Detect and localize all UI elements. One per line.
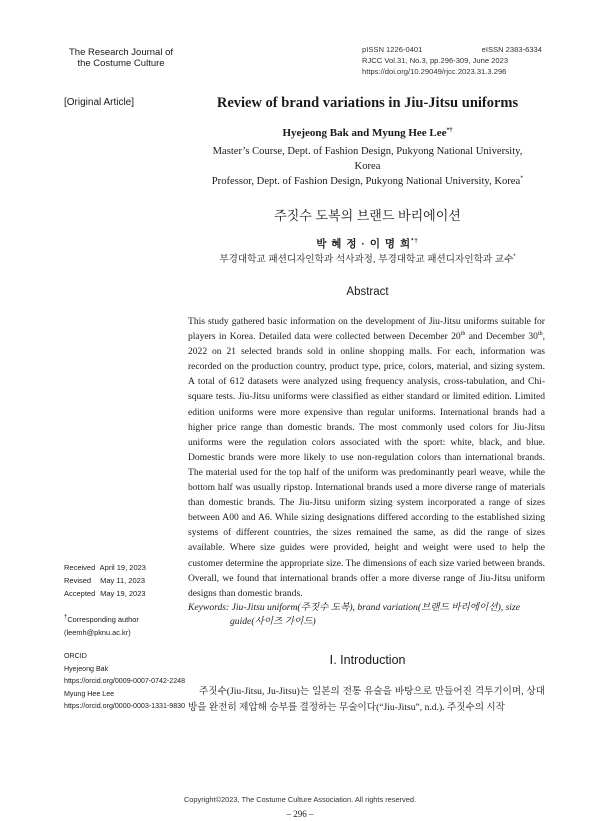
orcid-name-2: Myung Hee Lee	[64, 689, 115, 698]
eissn: eISSN 2383-6334	[481, 45, 542, 54]
corresponding-label-line	[64, 614, 139, 627]
affiliation-korean	[190, 251, 545, 265]
abstract-sup1: th	[460, 330, 466, 337]
affiliation-second-text: Professor, Dept. of Fashion Design, Pukyong National University, Korea	[211, 176, 521, 187]
authors	[190, 127, 545, 139]
issn-block	[362, 44, 542, 77]
journal-name-line2: the Costume Culture	[77, 58, 165, 69]
accepted-label: Accepted	[64, 589, 96, 598]
received-value: April 19, 2023	[99, 563, 146, 572]
authors-names: Hyejeong Bak and Myung Hee Lee	[282, 127, 447, 139]
paper-title-korean: 주짓수 도복의 브랜드 바리에이션	[274, 208, 461, 223]
affiliation-second-mark: *	[520, 175, 524, 182]
doi-link[interactable]: https://doi.org/10.29049/rjcc.2023.31.3.296	[362, 67, 507, 76]
authors-mark: *†	[446, 127, 453, 134]
authors-korean-names: 박 혜 정 · 이 명 희	[316, 238, 412, 250]
orcid-link-1[interactable]: https://orcid.org/0009-0007-0742-2248	[64, 677, 186, 685]
revised-date	[64, 574, 146, 587]
introduction-paragraph: 주짓수(Jiu-Jitsu, Ju-Jitsu)는 일본의 전통 유술을 바탕으로 만들어진 격투기이며, 상대방을 완전히 제압해 승부를 결정하는 무술이다(“Jiu-Jitsu”, n.d.). 주짓수의 시작	[188, 686, 545, 713]
keywords-line2: guide(사이즈 가이드)	[230, 616, 316, 627]
abstract-sup2: th	[537, 330, 543, 337]
journal-name	[56, 47, 186, 69]
keywords	[188, 601, 545, 629]
accepted-value: May 19, 2023	[100, 589, 146, 598]
affiliation-korean-mark: *	[513, 253, 516, 260]
corresponding-author	[64, 614, 139, 639]
paper-title: Review of brand variations in Jiu-Jitsu uniforms	[216, 95, 519, 111]
authors-korean-mark: *†	[411, 238, 419, 245]
orcid-heading: ORCID	[64, 652, 87, 660]
received-date	[64, 561, 146, 574]
affiliation-korean-text: 부경대학교 패션디자인학과 석사과정, 부경대학교 패션디자인학과 교수	[219, 254, 514, 265]
article-dates	[64, 561, 146, 600]
abstract-paragraph	[188, 314, 545, 601]
affiliation-first-line1: Master’s Course, Dept. of Fashion Design, Pukyong National University,	[212, 146, 523, 157]
orcid-block	[64, 650, 185, 713]
introduction-body	[188, 684, 545, 716]
corresponding-email[interactable]: (leemh@pknu.ac.kr)	[64, 627, 131, 637]
abstract-part2: and December 30	[465, 331, 538, 343]
revised-value: May 11, 2023	[100, 576, 145, 585]
pissn: pISSN 1226-0401	[362, 45, 423, 54]
affiliation-first-line2: Korea	[354, 161, 381, 172]
accepted-date	[64, 587, 146, 600]
keywords-line1: Keywords: Jiu-Jitsu uniform(주짓수 도복), brand variation(브랜드 바리에이션), size	[188, 602, 520, 613]
abstract-body	[188, 314, 545, 601]
orcid-name-1: Hyejeong Bak	[64, 664, 109, 673]
abstract-heading: Abstract	[346, 286, 389, 298]
corresponding-label: Corresponding author	[67, 615, 139, 624]
introduction-heading: Ⅰ. Introduction	[329, 653, 406, 667]
page-number: – 296 –	[286, 809, 314, 819]
article-type: [Original Article]	[64, 97, 135, 108]
affiliations	[190, 144, 545, 189]
abstract-part1: This study gathered basic information on the development of Jiu-Jitsu uniforms suitable for players in Korea. Detailed data were collected between December 20	[188, 316, 545, 343]
orcid-link-2[interactable]: https://orcid.org/0000-0003-1331-9830	[64, 702, 186, 710]
abstract-part3: , 2022 on 21 selected brands sold in online shopping malls. For each, information was recorded on the production country, product type, price, colors, material, and sizing system. A total of 612 datasets were analyzed using frequency analysis, cross-tabulation, and Chi-square tests. Jiu-Jitsu uniforms were classified as either standard or limited edition. Limited edition uniforms were more expensive than regular uniforms. International brands had a higher price range than domestic brands. The most commonly used colors for Jiu-Jitsu uniforms were the regulation colors associated with the sport: white, black, and blue. Domestic brands were more likely to use non-regulation colors than international brands. The material used for the top half of the uniform was predominantly pearl weave, while the bottom half was usually ripstop. International brands used a more diverse range of materials than domestic brands. The Jiu-Jitsu uniform sizing system incorporated a range of sizes between A00 and A6. While sizing designations differed according to the established sizing systems of different countries, the sizes remained the same, as did the range of sizes available. Where size guides were provided, height and weight were used to help the customer determine the appropriate size. The dimensions of each size varied between brands. Overall, we found that international brands offer a more diverse range of Jiu-Jitsu uniform designs than domestic brands.	[188, 331, 546, 599]
journal-name-line1: The Research Journal of	[68, 47, 174, 58]
affiliation-second	[190, 174, 545, 189]
revised-label: Revised	[64, 576, 92, 585]
corresponding-mark: †	[64, 614, 68, 621]
authors-korean	[190, 236, 545, 251]
received-label: Received	[64, 563, 96, 572]
citation: RJCC Vol.31, No.3, pp.296-309, June 2023	[362, 56, 509, 65]
copyright: Copyright©2023, The Costume Culture Association. All rights reserved.	[183, 795, 417, 804]
